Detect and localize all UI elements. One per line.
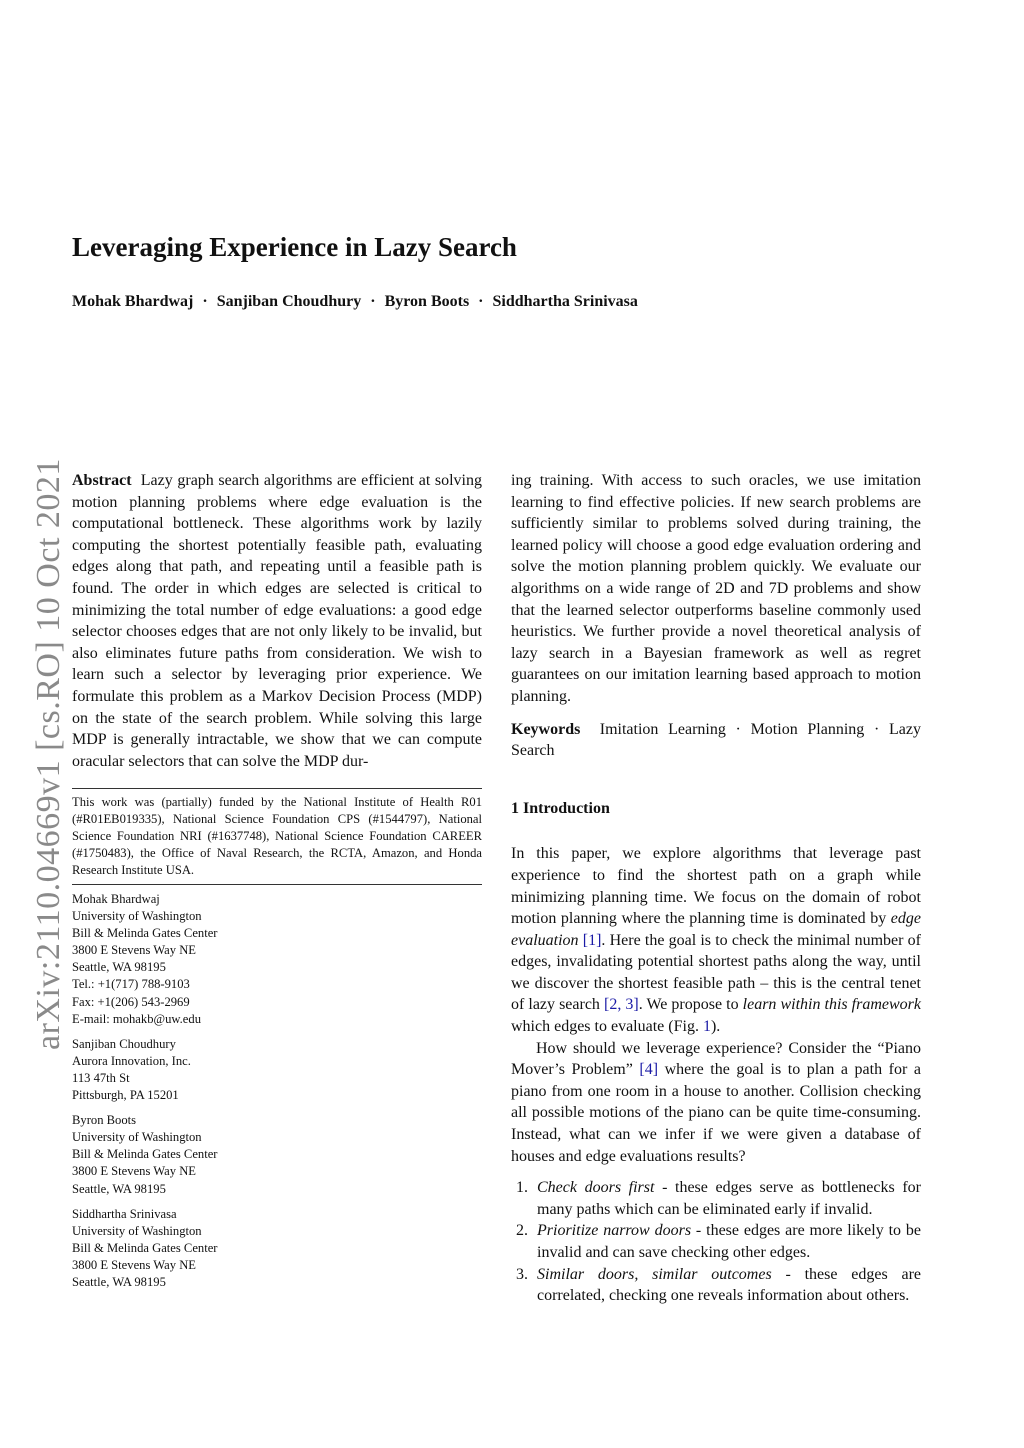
affiliation-line: 3800 E Stevens Way NE (72, 1257, 196, 1272)
text-run: In this paper, we explore algorithms that leverage past experience to find the shortest path on a graph while minimizing planning time. We focus on the domain of robot motion planning where the planning time is dominated by (511, 845, 921, 928)
affiliation-line: 113 47th St (72, 1070, 130, 1085)
author-name: Sanjiban Choudhury (216, 293, 362, 310)
author-separator: · (370, 293, 376, 310)
text-run: where the goal is to plan a path for a piano from one room in a house to another. Collision checking all possible motions of the piano can be quite time-consuming. Instead, what can we infer if we were given a database of houses and edge evaluations results? (511, 1061, 921, 1165)
intro-paragraph-1 (511, 843, 921, 1037)
affiliation-line: Pittsburgh, PA 15201 (72, 1088, 179, 1103)
list-item-text: - these edges are more likely to be invalid and can save checking other edges. (537, 1222, 921, 1261)
author-list (72, 293, 638, 311)
affiliation-line: 3800 E Stevens Way NE (72, 1164, 196, 1179)
numbered-list (511, 1177, 921, 1307)
author-name: Siddhartha Srinivasa (492, 293, 638, 310)
affiliation-line: Fax: +1(206) 543-2969 (72, 994, 190, 1009)
citation-link[interactable]: [2, 3] (603, 996, 639, 1014)
author-name: Mohak Bhardwaj (72, 293, 194, 310)
citation-link[interactable]: [1] (582, 931, 602, 949)
emphasis: edge evaluation (511, 910, 921, 949)
abstract-continued: ing training. With access to such oracles, we use imitation learning to find effective policies. If new search problems are sufficiently similar to problems solved during training, the learned policy will choose a good edge evaluation ordering and solve the motion planning problem quickly. We evaluate our algorithms on a wide range of 2D and 7D problems and show that the learned selector outperforms baseline commonly used heuristics. We further provide a novel theoretical analysis of lazy search in a Bayesian framework as well as regret guarantees on our imitation learning based approach to motion planning. (511, 472, 921, 705)
text-run: which edges to evaluate (Fig. (511, 1018, 703, 1036)
text-run: . We propose to (638, 996, 743, 1014)
funding-footnote: This work was (partially) funded by the National Institute of Health R01 (#R01EB019335), National Science Foundation CPS (#1544797), National Science Foundation NRI (#1637748), National Science Foundation CAREER (#1750483), the Office of Naval Research, the RCTA, Amazon, and Honda Research Institute USA. (72, 788, 482, 879)
affiliation-line: Bill & Melinda Gates Center (72, 1240, 218, 1255)
text-run: ). (710, 1018, 721, 1036)
affiliation-line: University of Washington (72, 909, 202, 924)
affiliation-line: Seattle, WA 98195 (72, 960, 166, 975)
list-item (511, 1264, 921, 1307)
affiliation-line: E-mail: mohakb@uw.edu (72, 1011, 201, 1026)
paper-title: Leveraging Experience in Lazy Search (72, 232, 517, 262)
affiliation-name: Mohak Bhardwaj (72, 892, 160, 906)
figure-link[interactable]: 1 (702, 1018, 711, 1036)
text-run: How should we leverage experience? Consider the “Piano Mover’s Problem” (511, 1039, 921, 1079)
abstract-text-part1: Lazy graph search algorithms are efficient at solving motion planning problems where edge evaluation is the computational bottleneck. These algorithms work by lazily computing the shortest potentially feasible path, evaluating edges along that path, and repeating until a feasible path is found. The order in which edges are selected is critical to minimizing the total number of edge evaluations: a good edge selector chooses edges that are not only likely to be invalid, but also eliminates future paths from consideration. We wish to learn such a selector by leveraging prior experience. We formulate this problem as a Markov Decision Process (MDP) on the state of the search problem. While solving this large MDP is generally intractable, we show that we can compute oracular selectors that can solve the MDP dur- (72, 472, 483, 770)
affiliation-line: 3800 E Stevens Way NE (72, 943, 196, 958)
affiliations (72, 891, 372, 1299)
affiliation-block (72, 1206, 372, 1291)
affiliation-block (72, 891, 372, 1028)
affiliation-line: Aurora Innovation, Inc. (72, 1053, 191, 1068)
author-separator: · (202, 293, 208, 310)
author-name: Byron Boots (384, 293, 470, 310)
footnote-divider (72, 884, 482, 885)
list-item (511, 1220, 921, 1263)
text-run: . Here the goal is to check the minimal number of edges, invalidating potential shortest paths along the way, until we discover the shortest feasible path – this is the central tenet of lazy search (511, 931, 922, 1014)
abstract-label: Abstract (72, 472, 132, 489)
list-item-text: - these edges serve as bottlenecks for many paths which can be eliminated early if invalid. (537, 1179, 921, 1218)
intro-paragraph-2 (511, 1038, 921, 1168)
section-heading-introduction: 1 Introduction (511, 799, 610, 817)
arxiv-identifier: arXiv:2110.04669v1 [cs.RO] 10 Oct 2021 (30, 458, 67, 1050)
list-item-title: Prioritize narrow doors (537, 1222, 692, 1240)
affiliation-line: Seattle, WA 98195 (72, 1181, 166, 1196)
list-number: 2. (516, 1222, 528, 1240)
affiliation-line: Bill & Melinda Gates Center (72, 926, 218, 941)
affiliation-line: University of Washington (72, 1130, 202, 1145)
affiliation-line: Seattle, WA 98195 (72, 1274, 166, 1289)
keywords-label: Keywords (511, 720, 581, 738)
affiliation-line: Tel.: +1(717) 788-9103 (72, 977, 190, 992)
affiliation-line: University of Washington (72, 1223, 202, 1238)
affiliation-block (72, 1112, 372, 1197)
keywords (511, 719, 921, 762)
list-number: 3. (516, 1265, 528, 1283)
list-number: 1. (516, 1179, 528, 1197)
abstract (72, 470, 482, 772)
citation-link[interactable]: [4] (639, 1061, 659, 1079)
left-column (72, 470, 482, 772)
list-item (511, 1177, 921, 1220)
affiliation-line: Bill & Melinda Gates Center (72, 1147, 218, 1162)
emphasis: learn within this framework (742, 996, 922, 1014)
affiliation-block (72, 1036, 372, 1104)
affiliation-name: Byron Boots (72, 1113, 137, 1128)
list-item-title: Check doors first (537, 1179, 655, 1197)
keywords-text: Imitation Learning · Motion Planning · Lazy Search (511, 720, 921, 760)
list-item-title: Similar doors, similar outcomes (537, 1265, 772, 1283)
right-column (511, 470, 921, 1307)
affiliation-name: Siddhartha Srinivasa (72, 1206, 177, 1221)
list-item-text: - these edges are correlated, checking one reveals information about others. (537, 1265, 922, 1305)
affiliation-name: Sanjiban Choudhury (72, 1036, 176, 1051)
author-separator: · (478, 293, 484, 310)
